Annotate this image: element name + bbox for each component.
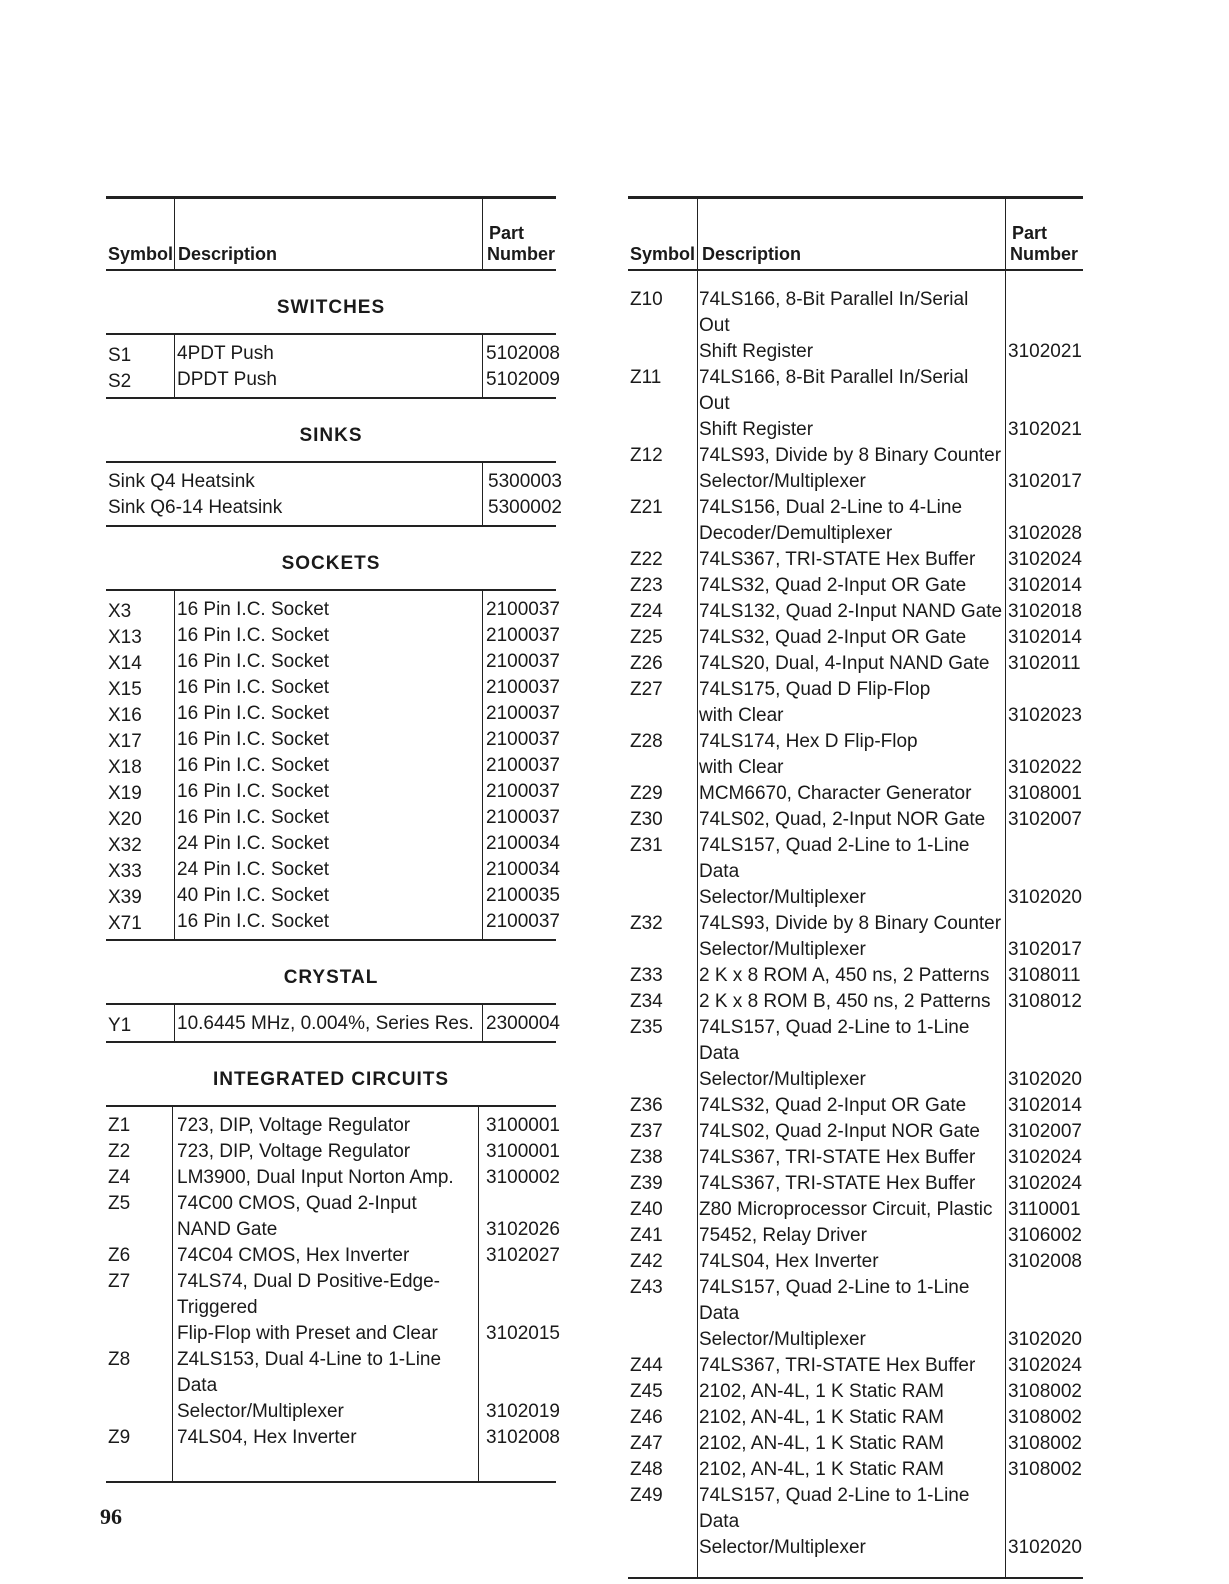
description-line: Selector/Multiplexer — [699, 1069, 866, 1090]
part-description — [106, 495, 483, 521]
part-number: 3108002 — [1008, 1381, 1082, 1402]
part-number: 5102009 — [486, 369, 560, 390]
part-description — [696, 287, 1003, 365]
part-number: 3102020 — [1008, 887, 1082, 908]
right-parts-column — [628, 196, 1083, 1579]
part-symbol: Z8 — [108, 1349, 131, 1370]
part-symbol: X15 — [108, 679, 142, 700]
integrated-circuits-list — [106, 1105, 560, 1483]
part-symbol: Y1 — [108, 1015, 132, 1036]
part-description — [174, 1269, 481, 1347]
part-symbol: Z30 — [630, 809, 663, 830]
part-description — [696, 1093, 1003, 1119]
part-number: 3102017 — [1008, 471, 1082, 492]
part-number: 3102021 — [1008, 419, 1082, 440]
part-description — [174, 883, 481, 909]
description-line: 16 Pin I.C. Socket — [177, 625, 330, 646]
part-symbol: Z49 — [630, 1485, 663, 1506]
part-description — [174, 1425, 481, 1451]
description-line: 74LS04, Hex Inverter — [177, 1427, 357, 1448]
part-description — [696, 1145, 1003, 1171]
description-line: 74C04 CMOS, Hex Inverter — [177, 1245, 410, 1266]
part-symbol: Z5 — [108, 1193, 131, 1214]
part-description — [696, 365, 1003, 443]
part-symbol: Z32 — [630, 913, 663, 934]
part-description — [174, 1243, 481, 1269]
header-symbol: Symbol — [630, 244, 696, 264]
part-description — [696, 1483, 1003, 1561]
description-line: 16 Pin I.C. Socket — [177, 703, 330, 724]
description-line: 16 Pin I.C. Socket — [177, 651, 330, 672]
part-number: 3102019 — [486, 1401, 560, 1422]
part-number: 3102011 — [1008, 653, 1081, 674]
part-number: 2100034 — [486, 833, 560, 854]
integrated-circuits-list-continued — [628, 271, 1083, 1579]
part-description — [174, 341, 481, 367]
part-description — [696, 443, 1003, 495]
description-line: Z4LS153, Dual 4-Line to 1-Line Data — [177, 1349, 442, 1396]
part-symbol: Z34 — [630, 991, 663, 1012]
part-number: 5300002 — [488, 497, 562, 518]
part-number: 3102028 — [1008, 523, 1082, 544]
part-number: 3100001 — [486, 1141, 560, 1162]
part-number: 3102024 — [1008, 549, 1082, 570]
header-part-number: Part Number — [1010, 223, 1079, 264]
part-symbol: S1 — [108, 345, 132, 366]
description-line: 16 Pin I.C. Socket — [177, 755, 330, 776]
description-line: 74LS157, Quad 2-Line to 1-Line Data — [699, 1277, 970, 1324]
description-line: 74LS02, Quad, 2-Input NOR Gate — [699, 809, 986, 830]
sockets-list — [106, 589, 560, 941]
description-line: 16 Pin I.C. Socket — [177, 677, 330, 698]
page-number: 96 — [100, 1504, 122, 1529]
description-line: 74LS32, Quad 2-Input OR Gate — [699, 1095, 967, 1116]
part-symbol: Z1 — [108, 1115, 131, 1136]
part-symbol: Z10 — [630, 289, 663, 310]
part-number: 2100037 — [486, 755, 560, 776]
description-line: 16 Pin I.C. Socket — [177, 911, 330, 932]
part-symbol: Z40 — [630, 1199, 663, 1220]
table-row — [106, 1113, 560, 1139]
description-line: 74LS175, Quad D Flip-Flop — [699, 679, 931, 700]
part-description — [174, 1139, 481, 1165]
part-symbol: Z28 — [630, 731, 663, 752]
description-line: 74LS20, Dual, 4-Input NAND Gate — [699, 653, 990, 674]
part-symbol: Z11 — [630, 367, 662, 388]
part-description — [696, 989, 1003, 1015]
table-row — [106, 1269, 560, 1347]
description-line: 2102, AN-4L, 1 K Static RAM — [699, 1381, 945, 1402]
part-description — [174, 779, 481, 805]
part-description — [696, 963, 1003, 989]
description-line: Shift Register — [699, 341, 814, 362]
description-line: 74LS04, Hex Inverter — [699, 1251, 879, 1272]
section-title-integrated-circuits: INTEGRATED CIRCUITS — [212, 1069, 450, 1090]
part-description — [106, 469, 483, 495]
table-row — [106, 1191, 560, 1243]
part-symbol: Z7 — [108, 1271, 131, 1292]
part-number: 3108002 — [1008, 1407, 1082, 1428]
table-row — [106, 495, 562, 521]
section-title-crystal: CRYSTAL — [283, 967, 379, 988]
part-description — [696, 599, 1003, 625]
part-description — [174, 1011, 481, 1037]
part-symbol: Z26 — [630, 653, 663, 674]
description-line: 74C00 CMOS, Quad 2-Input — [177, 1193, 417, 1214]
description-line: 2102, AN-4L, 1 K Static RAM — [699, 1407, 945, 1428]
description-line: 2102, AN-4L, 1 K Static RAM — [699, 1459, 945, 1480]
part-description — [174, 675, 481, 701]
part-number: 3102024 — [1008, 1355, 1082, 1376]
table-header — [628, 199, 1083, 271]
description-line: 74LS32, Quad 2-Input OR Gate — [699, 627, 967, 648]
section-title-sinks: SINKS — [299, 425, 363, 446]
part-symbol: X13 — [108, 627, 142, 648]
part-description — [696, 1171, 1003, 1197]
part-description — [696, 833, 1003, 911]
part-number: 2100037 — [486, 599, 560, 620]
part-description — [174, 1113, 481, 1139]
part-symbol: Z45 — [630, 1381, 663, 1402]
part-description — [696, 1275, 1003, 1353]
part-symbol: Z6 — [108, 1245, 131, 1266]
part-description — [696, 1405, 1003, 1431]
part-description — [696, 911, 1003, 963]
part-number: 2100035 — [486, 885, 560, 906]
description-line: Sink Q4 Heatsink — [108, 471, 255, 492]
part-description — [696, 573, 1003, 599]
table-row — [106, 1425, 560, 1451]
description-line: 74LS156, Dual 2-Line to 4-Line — [699, 497, 963, 518]
part-symbol: X14 — [108, 653, 142, 674]
description-line: 16 Pin I.C. Socket — [177, 781, 330, 802]
part-number: 3102020 — [1008, 1329, 1082, 1350]
description-line: Shift Register — [699, 419, 814, 440]
part-symbol: Z46 — [630, 1407, 663, 1428]
description-line: 723, DIP, Voltage Regulator — [177, 1115, 411, 1136]
part-description — [174, 1347, 481, 1425]
description-line: 74LS93, Divide by 8 Binary Counter — [699, 913, 1002, 934]
part-number: 3102017 — [1008, 939, 1082, 960]
description-line: 2 K x 8 ROM B, 450 ns, 2 Patterns — [699, 991, 991, 1012]
part-number: 3102007 — [1008, 809, 1082, 830]
description-line: 723, DIP, Voltage Regulator — [177, 1141, 411, 1162]
part-number: 3100001 — [486, 1115, 560, 1136]
part-symbol: Z9 — [108, 1427, 131, 1448]
description-line: 74LS132, Quad 2-Input NAND Gate — [699, 601, 1003, 622]
part-symbol: Z23 — [630, 575, 663, 596]
description-line: 4PDT Push — [177, 343, 274, 364]
description-line: 24 Pin I.C. Socket — [177, 859, 330, 880]
part-symbol: Z43 — [630, 1277, 663, 1298]
part-number: 2100037 — [486, 729, 560, 750]
description-line: Selector/Multiplexer — [699, 939, 866, 960]
part-number: 5300003 — [488, 471, 562, 492]
part-symbol: Z29 — [630, 783, 663, 804]
part-number: 3102008 — [1008, 1251, 1082, 1272]
description-line: 74LS157, Quad 2-Line to 1-Line Data — [699, 835, 970, 882]
part-description — [696, 1353, 1003, 1379]
part-symbol: X19 — [108, 783, 142, 804]
part-number: 3102018 — [1008, 601, 1082, 622]
part-number: 2100037 — [486, 911, 560, 932]
header-part-number: Part Number — [487, 223, 556, 264]
part-symbol: Z42 — [630, 1251, 663, 1272]
description-line: 74LS367, TRI-STATE Hex Buffer — [699, 1355, 976, 1376]
part-symbol: Z41 — [630, 1225, 663, 1246]
part-symbol: Z27 — [630, 679, 663, 700]
part-symbol: X71 — [108, 913, 142, 934]
part-description — [174, 367, 481, 393]
table-row — [106, 469, 562, 495]
part-description — [696, 625, 1003, 651]
part-number: 3102014 — [1008, 627, 1082, 648]
part-description — [174, 753, 481, 779]
part-number: 3102008 — [486, 1427, 560, 1448]
table-header — [106, 199, 556, 271]
part-description — [696, 729, 1003, 781]
table-row — [106, 1243, 560, 1269]
part-description — [696, 495, 1003, 547]
part-description — [696, 807, 1003, 833]
description-line: with Clear — [699, 757, 784, 778]
description-line: Z80 Microprocessor Circuit, Plastic — [699, 1199, 993, 1220]
part-symbol: X32 — [108, 835, 142, 856]
description-line: MCM6670, Character Generator — [699, 783, 972, 804]
description-line: 74LS174, Hex D Flip-Flop — [699, 731, 918, 752]
part-symbol: Z2 — [108, 1141, 131, 1162]
part-symbol: Z12 — [630, 445, 663, 466]
part-number: 3102014 — [1008, 1095, 1082, 1116]
part-symbol: Z44 — [630, 1355, 663, 1376]
part-description — [174, 1165, 481, 1191]
part-description — [696, 547, 1003, 573]
description-line: 74LS74, Dual D Positive-Edge-Triggered — [177, 1271, 440, 1318]
part-symbol: X20 — [108, 809, 142, 830]
part-number: 3108011 — [1008, 965, 1081, 986]
description-line: 74LS32, Quad 2-Input OR Gate — [699, 575, 967, 596]
description-line: 74LS166, 8-Bit Parallel In/Serial Out — [699, 289, 969, 336]
part-number: 3100002 — [486, 1167, 560, 1188]
part-description — [696, 1457, 1003, 1483]
header-symbol: Symbol — [108, 244, 174, 264]
part-symbol: Z22 — [630, 549, 663, 570]
part-description — [696, 1431, 1003, 1457]
part-number: 3108002 — [1008, 1433, 1082, 1454]
part-description — [174, 597, 481, 623]
part-number: 3102026 — [486, 1219, 560, 1240]
part-description — [696, 1119, 1003, 1145]
part-number: 2100037 — [486, 703, 560, 724]
part-number: 2100037 — [486, 677, 560, 698]
part-number: 2100037 — [486, 807, 560, 828]
description-line: 16 Pin I.C. Socket — [177, 807, 330, 828]
description-line: 2 K x 8 ROM A, 450 ns, 2 Patterns — [699, 965, 990, 986]
part-description — [174, 1191, 481, 1243]
description-line: 74LS157, Quad 2-Line to 1-Line Data — [699, 1485, 970, 1532]
part-symbol: Z33 — [630, 965, 663, 986]
part-number: 3102021 — [1008, 341, 1082, 362]
part-number: 3102015 — [486, 1323, 560, 1344]
description-line: with Clear — [699, 705, 784, 726]
part-symbol: Z38 — [630, 1147, 663, 1168]
part-description — [696, 1015, 1003, 1093]
part-description — [174, 831, 481, 857]
header-description: Description — [702, 244, 802, 264]
part-symbol: X33 — [108, 861, 142, 882]
description-line: 74LS367, TRI-STATE Hex Buffer — [699, 1173, 976, 1194]
part-number: 2100037 — [486, 781, 560, 802]
part-symbol: Z4 — [108, 1167, 131, 1188]
part-symbol: Z47 — [630, 1433, 663, 1454]
part-number: 3102024 — [1008, 1173, 1082, 1194]
description-line: 16 Pin I.C. Socket — [177, 729, 330, 750]
part-symbol: Z39 — [630, 1173, 663, 1194]
part-number: 2100037 — [486, 651, 560, 672]
part-number: 3108002 — [1008, 1459, 1082, 1480]
part-symbol: Z48 — [630, 1459, 663, 1480]
description-line: 75452, Relay Driver — [699, 1225, 867, 1246]
crystal-list — [106, 1003, 560, 1043]
part-symbol: Z37 — [630, 1121, 663, 1142]
description-line: Flip-Flop with Preset and Clear — [177, 1323, 438, 1344]
part-description — [174, 649, 481, 675]
part-symbol: Z31 — [630, 835, 663, 856]
description-line: 24 Pin I.C. Socket — [177, 833, 330, 854]
description-line: 2102, AN-4L, 1 K Static RAM — [699, 1433, 945, 1454]
part-description — [696, 651, 1003, 677]
part-description — [696, 1223, 1003, 1249]
switches-list — [106, 333, 560, 399]
part-description — [174, 701, 481, 727]
left-parts-column — [106, 196, 562, 1483]
part-symbol: X18 — [108, 757, 142, 778]
description-line: NAND Gate — [177, 1219, 278, 1240]
part-description — [696, 1249, 1003, 1275]
description-line: Selector/Multiplexer — [177, 1401, 344, 1422]
sinks-list — [106, 461, 562, 527]
part-symbol: Z24 — [630, 601, 663, 622]
table-row — [106, 1165, 560, 1191]
description-line: Selector/Multiplexer — [699, 887, 866, 908]
part-description — [174, 623, 481, 649]
table-row — [106, 1347, 560, 1425]
part-symbol: Z35 — [630, 1017, 663, 1038]
part-symbol: Z36 — [630, 1095, 663, 1116]
description-line: 74LS367, TRI-STATE Hex Buffer — [699, 549, 976, 570]
part-number: 2100034 — [486, 859, 560, 880]
part-number: 3110001 — [1008, 1199, 1081, 1220]
part-number: 3102020 — [1008, 1069, 1082, 1090]
header-description: Description — [178, 244, 278, 264]
description-line: 74LS93, Divide by 8 Binary Counter — [699, 445, 1002, 466]
description-line: LM3900, Dual Input Norton Amp. — [177, 1167, 454, 1188]
description-line: Decoder/Demultiplexer — [699, 523, 893, 544]
part-description — [174, 857, 481, 883]
table-row — [106, 1139, 560, 1165]
part-description — [696, 781, 1003, 807]
part-number: 5102008 — [486, 343, 560, 364]
description-line: DPDT Push — [177, 369, 277, 390]
part-number: 3108001 — [1008, 783, 1082, 804]
section-title-sockets: SOCKETS — [281, 553, 381, 574]
part-number: 3102007 — [1008, 1121, 1082, 1142]
description-line: 10.6445 MHz, 0.004%, Series Res. — [177, 1013, 474, 1034]
part-symbol: X16 — [108, 705, 142, 726]
description-line: 74LS367, TRI-STATE Hex Buffer — [699, 1147, 976, 1168]
part-number: 2100037 — [486, 625, 560, 646]
part-description — [174, 805, 481, 831]
part-number: 2300004 — [486, 1013, 560, 1034]
section-title-switches: SWITCHES — [276, 297, 386, 318]
part-number: 3102020 — [1008, 1537, 1082, 1558]
description-line: Selector/Multiplexer — [699, 1537, 866, 1558]
description-line: 74LS166, 8-Bit Parallel In/Serial Out — [699, 367, 969, 414]
description-line: Selector/Multiplexer — [699, 471, 866, 492]
description-line: 40 Pin I.C. Socket — [177, 885, 330, 906]
part-number: 3106002 — [1008, 1225, 1082, 1246]
part-symbol: X39 — [108, 887, 142, 908]
part-number: 3102023 — [1008, 705, 1082, 726]
description-line: 74LS02, Quad 2-Input NOR Gate — [699, 1121, 980, 1142]
description-line: 16 Pin I.C. Socket — [177, 599, 330, 620]
description-line: Sink Q6-14 Heatsink — [108, 497, 283, 518]
part-symbol: S2 — [108, 371, 132, 392]
part-description — [174, 727, 481, 753]
part-symbol: X17 — [108, 731, 142, 752]
description-line: 74LS157, Quad 2-Line to 1-Line Data — [699, 1017, 970, 1064]
part-description — [696, 1197, 1003, 1223]
part-number: 3102027 — [486, 1245, 560, 1266]
part-number: 3108012 — [1008, 991, 1082, 1012]
part-number: 3102024 — [1008, 1147, 1082, 1168]
part-description — [174, 909, 481, 935]
part-symbol: X3 — [108, 601, 132, 622]
part-symbol: Z21 — [630, 497, 663, 518]
part-description — [696, 677, 1003, 729]
part-number: 3102022 — [1008, 757, 1082, 778]
part-description — [696, 1379, 1003, 1405]
part-number: 3102014 — [1008, 575, 1082, 596]
description-line: Selector/Multiplexer — [699, 1329, 866, 1350]
part-symbol: Z25 — [630, 627, 663, 648]
